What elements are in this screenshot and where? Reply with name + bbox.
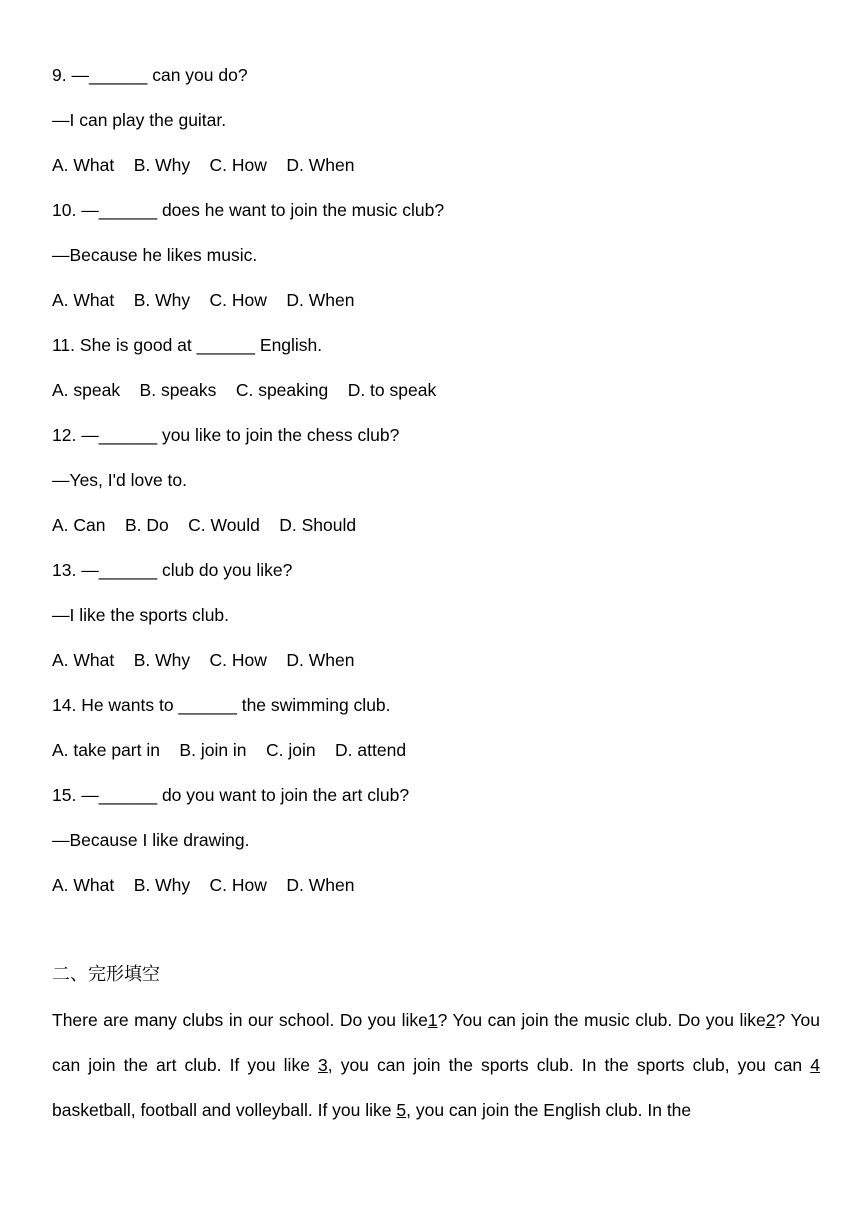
cloze-passage [52,998,820,1133]
question-15-stem: 15. —______ do you want to join the art club? [52,785,410,805]
passage-text: , you can join the sports club. In the sports club, you can [327,1055,811,1075]
cloze-blank-3: 3 [318,1055,328,1075]
passage-text: ? You can join the art club. If you like [52,1010,820,1075]
cloze-blank-5: 5 [396,1100,407,1120]
passage-text: There are many clubs in our school. Do you like [52,1010,428,1030]
passage-text: ? You can join the music club. Do you like [437,1010,766,1030]
question-9-options: A. What B. Why C. How D. When [52,155,355,175]
question-14-options: A. take part in B. join in C. join D. attend [52,740,407,760]
question-12-answer: —Yes, I'd love to. [52,470,187,490]
question-13-answer: —I like the sports club. [52,605,230,625]
question-10-options: A. What B. Why C. How D. When [52,290,355,310]
question-13-options: A. What B. Why C. How D. When [52,650,355,670]
question-11-options: A. speak B. speaks C. speaking D. to speak [52,380,437,400]
section-heading: 二、完形填空 [52,964,160,985]
passage-text: basketball, football and volleyball. If you like [52,1100,397,1120]
question-15-answer: —Because I like drawing. [52,830,250,850]
cloze-blank-4: 4 [810,1055,820,1075]
question-10-stem: 10. —______ does he want to join the music club? [52,200,445,220]
question-9-answer: —I can play the guitar. [52,110,227,130]
question-10-answer: —Because he likes music. [52,245,258,265]
question-9-stem: 9. —______ can you do? [52,65,248,85]
cloze-blank-1: 1 [427,1010,438,1030]
passage-text: , you can join the English club. In the [406,1100,692,1120]
question-12-stem: 12. —______ you like to join the chess club? [52,425,400,445]
question-12-options: A. Can B. Do C. Would D. Should [52,515,357,535]
cloze-blank-2: 2 [765,1010,776,1030]
question-15-options: A. What B. Why C. How D. When [52,875,355,895]
question-13-stem: 13. —______ club do you like? [52,560,293,580]
question-11-stem: 11. She is good at ______ English. [52,335,323,355]
question-14-stem: 14. He wants to ______ the swimming club. [52,695,391,715]
